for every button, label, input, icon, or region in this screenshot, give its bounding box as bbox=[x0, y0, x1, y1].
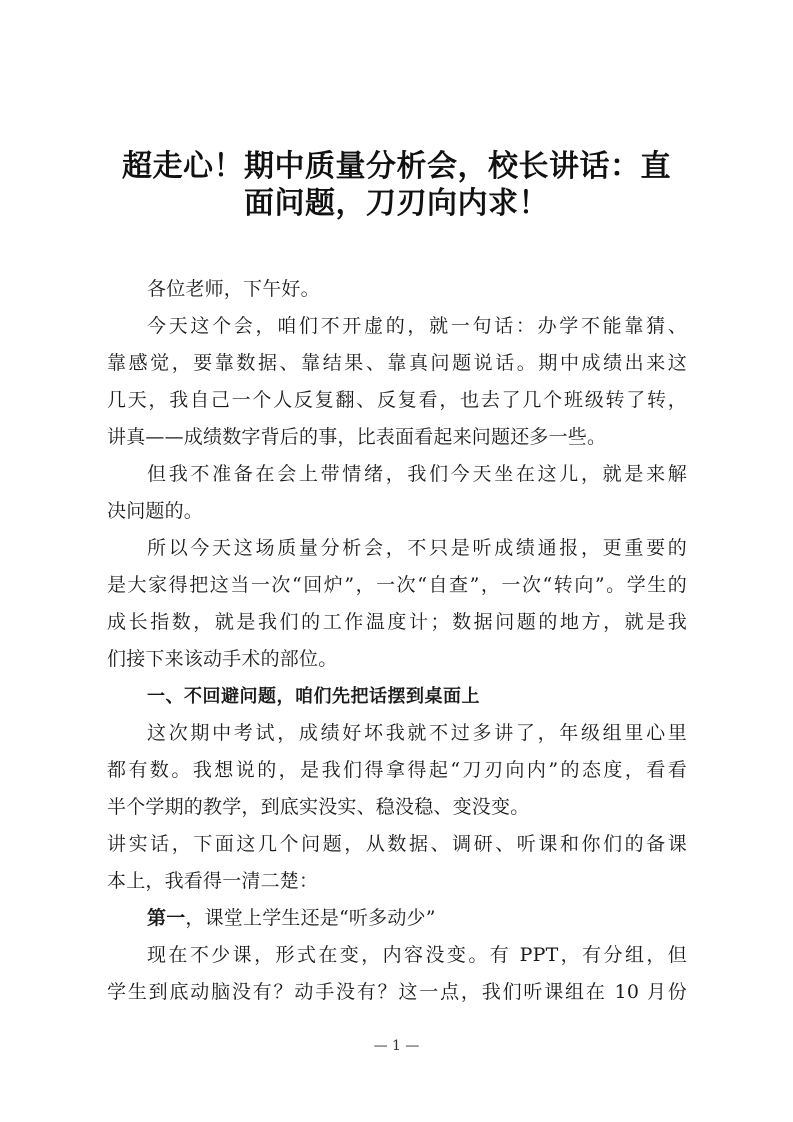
paragraph-midterm bbox=[107, 715, 687, 826]
text-line: 学生到底动脑没有？动手没有？这一点，我们听课组在 10 月份 bbox=[107, 981, 687, 1003]
subheading-line bbox=[107, 900, 687, 937]
subheading-bold-prefix: 第一 bbox=[147, 907, 186, 929]
text-line: 是大家得把这当一次“回炉”，一次“自查”，一次“转向”。学生的 bbox=[107, 574, 687, 596]
text-line: 但我不准备在会上带情绪，我们今天坐在这儿，就是来解 bbox=[147, 463, 687, 485]
paragraph-intro bbox=[107, 308, 687, 456]
text-line: 现在不少课，形式在变，内容没变。有 PPT，有分组，但 bbox=[147, 944, 687, 966]
text-line: 讲实话，下面这几个问题，从数据、调研、听课和你们的备课 bbox=[107, 833, 687, 855]
title-line-1: 超走心！期中质量分析会，校长讲话：直 bbox=[122, 149, 671, 184]
text-line: 决问题的。 bbox=[107, 500, 204, 522]
subheading-first bbox=[107, 900, 687, 937]
text-line: 都有数。我想说的，是我们得拿得起“刀刃向内”的态度，看看 bbox=[107, 759, 687, 781]
text-line: 们接下来该动手术的部位。 bbox=[107, 648, 338, 670]
section-heading-text: 一、不回避问题，咱们先把话摆到桌面上 bbox=[147, 686, 480, 707]
text-line: 半个学期的教学，到底实没实、稳没稳、变没变。 bbox=[107, 796, 530, 818]
page-number: — 1 — bbox=[373, 1038, 420, 1054]
text-line: 讲真——成绩数字背后的事，比表面看起来问题还多一些。 bbox=[107, 426, 607, 448]
text-line: 本上，我看得一清二楚： bbox=[107, 870, 319, 892]
section-heading-1 bbox=[107, 678, 687, 715]
document-body bbox=[107, 271, 687, 1011]
document-title bbox=[100, 148, 693, 222]
text-line: 今天这个会，咱们不开虚的，就一句话：办学不能靠猜、 bbox=[147, 315, 687, 337]
text-line: 成长指数，就是我们的工作温度计；数据问题的地方，就是我 bbox=[107, 611, 687, 633]
subheading-rest: ，课堂上学生还是“听多动少” bbox=[185, 907, 436, 929]
text-line: 所以今天这场质量分析会，不只是听成绩通报，更重要的 bbox=[147, 537, 687, 559]
paragraph-classroom bbox=[107, 937, 687, 1011]
text-line: 靠感觉，要靠数据、靠结果、靠真问题说话。期中成绩出来这 bbox=[107, 352, 687, 374]
paragraph-no-emotion bbox=[107, 456, 687, 530]
paragraph-meeting-purpose bbox=[107, 530, 687, 678]
text-line: 几天，我自己一个人反复翻、反复看，也去了几个班级转了转， bbox=[107, 389, 687, 411]
text-line: 各位老师，下午好。 bbox=[147, 278, 320, 300]
paragraph-greeting bbox=[107, 271, 687, 308]
title-line-2: 面问题，刀刃向内求！ bbox=[244, 186, 549, 221]
text-line: 这次期中考试，成绩好坏我就不过多讲了，年级组里心里 bbox=[147, 722, 687, 744]
paragraph-honest-talk bbox=[107, 826, 687, 900]
